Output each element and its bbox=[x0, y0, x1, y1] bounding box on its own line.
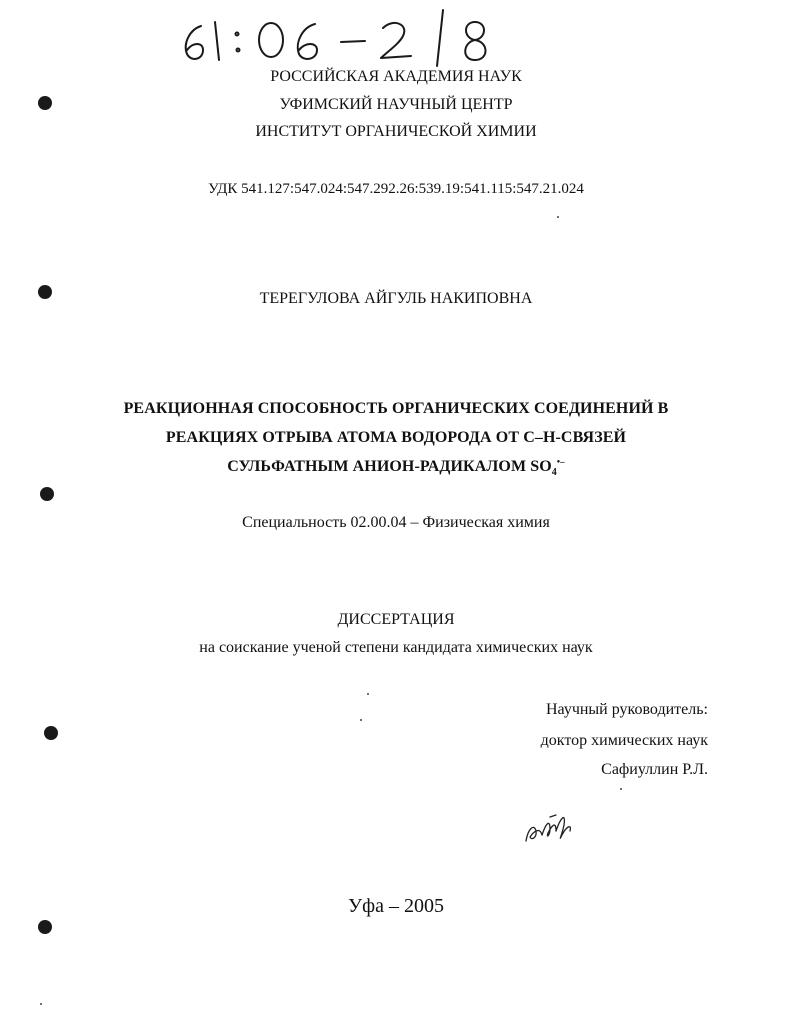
scan-speck bbox=[620, 788, 622, 790]
binding-hole bbox=[44, 726, 58, 740]
handwritten-signature bbox=[520, 805, 580, 850]
academy-name: РОССИЙСКАЯ АКАДЕМИЯ НАУК bbox=[270, 68, 522, 85]
title-line-2: РЕАКЦИЯХ ОТРЫВА АТОМА ВОДОРОДА ОТ С–Н-СВЯЗЕЙ bbox=[165, 429, 627, 446]
work-type-label: ДИССЕРТАЦИЯ bbox=[337, 611, 455, 628]
supervisor-role: Научный руководитель: bbox=[545, 701, 708, 718]
work-type-purpose: на соискание ученой степени кандидата химических наук bbox=[199, 639, 593, 656]
author-name: ТЕРЕГУЛОВА АЙГУЛЬ НАКИПОВНА bbox=[259, 290, 533, 307]
scan-speck bbox=[367, 693, 369, 695]
specialty: Специальность 02.00.04 – Физическая химия bbox=[242, 514, 550, 531]
supervisor-name: Сафиуллин Р.Л. bbox=[601, 761, 708, 778]
binding-hole bbox=[40, 487, 54, 501]
handwritten-archive-code bbox=[175, 8, 515, 68]
center-name: УФИМСКИЙ НАУЧНЫЙ ЦЕНТР bbox=[279, 96, 513, 113]
institute-name: ИНСТИТУТ ОРГАНИЧЕСКОЙ ХИМИИ bbox=[255, 123, 537, 140]
binding-hole bbox=[38, 920, 52, 934]
udk-code: УДК 541.127:547.024:547.292.26:539.19:541.115:547.21.024 bbox=[208, 181, 584, 197]
binding-hole bbox=[38, 285, 52, 299]
title-line-3 bbox=[0, 457, 792, 477]
title-superscript: •– bbox=[556, 456, 565, 467]
place-year: Уфа – 2005 bbox=[348, 895, 444, 917]
scan-speck bbox=[557, 216, 559, 218]
title-subscript: 4 bbox=[551, 467, 557, 479]
title-line-1: РЕАКЦИОННАЯ СПОСОБНОСТЬ ОРГАНИЧЕСКИХ СОЕДИНЕНИЙ В bbox=[123, 400, 669, 417]
scan-speck bbox=[360, 719, 362, 721]
scan-speck bbox=[40, 1003, 42, 1005]
supervisor-degree: доктор химических наук bbox=[540, 732, 708, 749]
binding-hole bbox=[38, 96, 52, 110]
title-line-3-text: СУЛЬФАТНЫМ АНИОН-РАДИКАЛОМ SO bbox=[227, 458, 552, 475]
